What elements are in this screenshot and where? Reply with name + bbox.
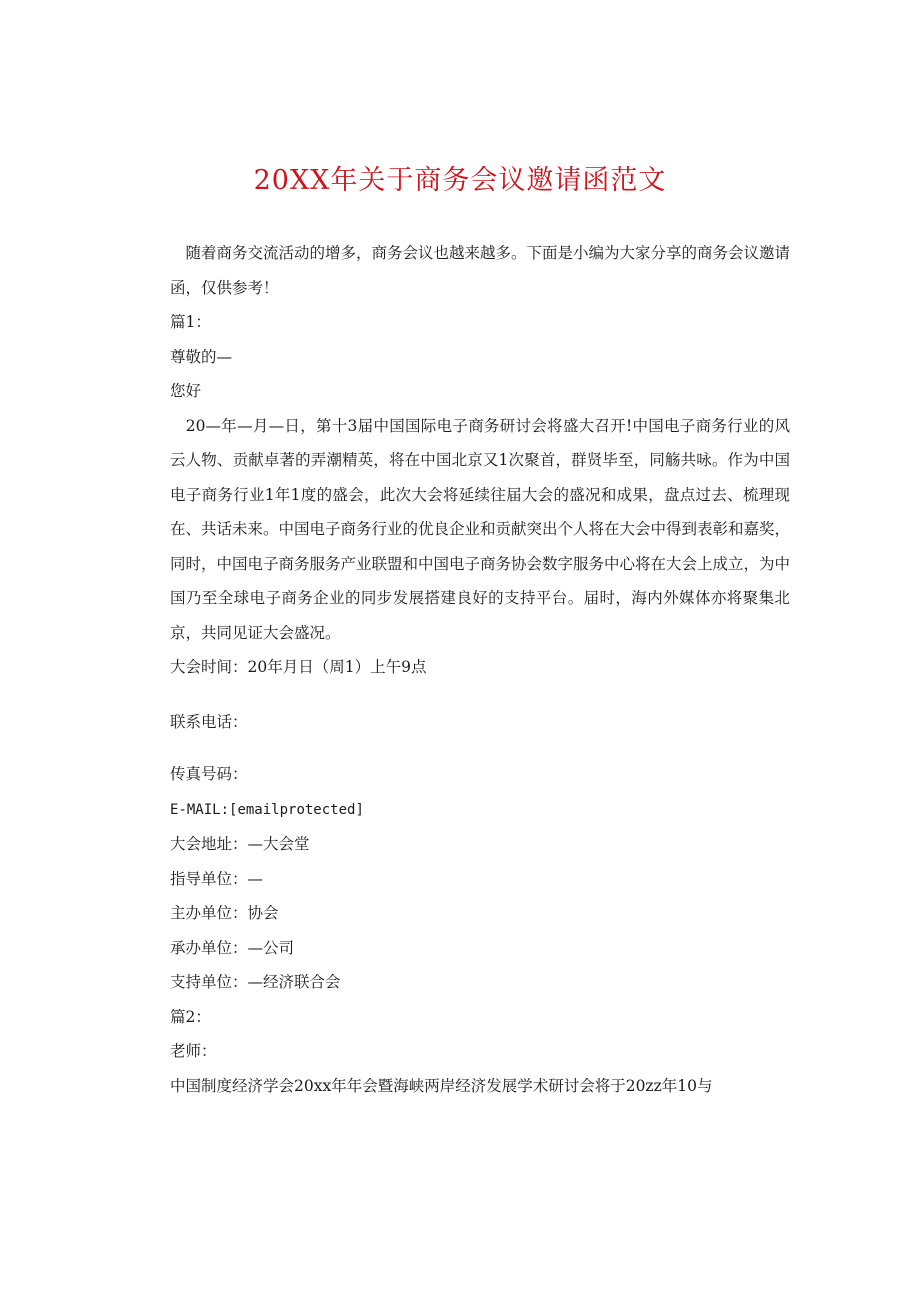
- email-label: E-MAIL:: [170, 801, 230, 818]
- section1-heading: 篇1：: [170, 313, 211, 331]
- contact-phone: 联系电话：: [170, 712, 248, 731]
- support-unit: 支持单位：—经济联合会: [170, 973, 341, 991]
- section2-body-paragraph: 中国制度经济学会20xx年年会暨海峡两岸经济发展学术研讨会将于20zz年10与: [170, 1076, 713, 1095]
- section1-body-paragraph: 20—年—月—日，第十3届中国国际电子商务研讨会将盛大召开!中国电子商务行业的风云人物、贡献卓著的弄潮精英，将在中国北京又1次聚首，群贤毕至，同觞共咏。作为中国电子商务行业1年1度的盛会，此次大会将延续往届大会的盛况和成果，盘点过去、梳理现在、共话未来。中国电子商务行业的优良企业和贡献突出个人将在大会中得到表彰和嘉奖，同时，中国电子商务服务产业联盟和中国电子商务协会数字服务中心将在大会上成立，为中国乃至全球电子商务企业的同步发展搭建良好的支持平台。届时，海内外媒体亦将聚集北京，共同见证大会盛况。: [170, 416, 791, 642]
- email-line: [170, 792, 790, 828]
- conference-time: 大会时间：20年月日（周1）上午9点: [170, 658, 427, 676]
- conference-address: 大会地址：—大会堂: [170, 835, 310, 853]
- section2-heading: 篇2：: [170, 1007, 211, 1026]
- document-title: 20XX年关于商务会议邀请函范文: [253, 165, 667, 196]
- fax-label: 传真号码：: [170, 765, 248, 783]
- email-value: [emailprotected]: [229, 801, 364, 818]
- spacer: [170, 685, 790, 705]
- fax-number: [170, 757, 790, 792]
- spacer: [170, 739, 790, 757]
- section2-salutation: 老师：: [170, 1042, 217, 1060]
- document-body: [170, 236, 790, 1103]
- organizer-unit: 承办单位：—公司: [170, 938, 295, 957]
- host-unit: 主办单位：协会: [170, 904, 279, 922]
- guide-unit: 指导单位：—: [170, 869, 264, 888]
- section1-greeting: 您好: [170, 382, 202, 400]
- intro-paragraph: 随着商务交流活动的增多，商务会议也越来越多。下面是小编为大家分享的商务会议邀请函，仅供参考！: [170, 244, 791, 297]
- section1-salutation: 尊敬的—: [170, 347, 233, 366]
